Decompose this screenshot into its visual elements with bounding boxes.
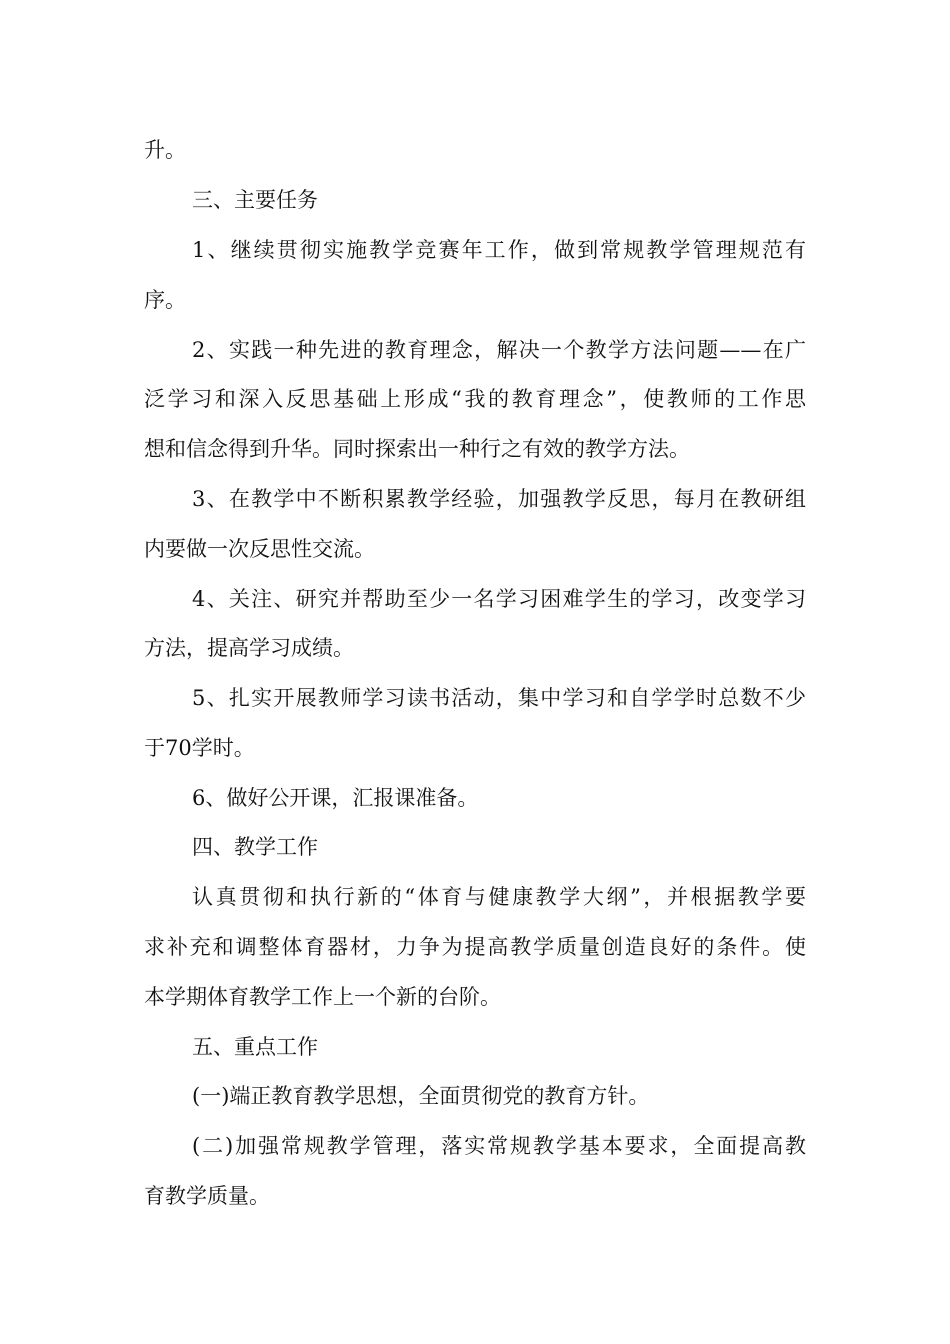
text-line: (一)端正教育教学思想，全面贯彻党的教育方针。: [192, 1084, 650, 1108]
section-heading: 三、主要任务: [192, 188, 318, 212]
section-heading: 四、教学工作: [192, 835, 318, 859]
text-line: 3、在教学中不断积累教学经验，加强教学反思，每月在教研组: [192, 487, 806, 511]
text-line: 6、做好公开课，汇报课准备。: [192, 786, 479, 810]
section-heading: 五、重点工作: [192, 1035, 318, 1059]
text-line: 1、继续贯彻实施教学竞赛年工作，做到常规教学管理规范有: [192, 238, 806, 262]
text-line: 想和信念得到升华。同时探索出一种行之有效的教学方法。: [144, 437, 690, 461]
text-line: 于70学时。: [144, 736, 255, 760]
text-line: 序。: [144, 288, 186, 312]
text-line: 升。: [144, 138, 186, 162]
text-line: 5、扎实开展教师学习读书活动，集中学习和自学学时总数不少: [192, 686, 806, 710]
text-line: 求补充和调整体育器材，力争为提高教学质量创造良好的条件。使: [144, 935, 806, 959]
text-line: 方法，提高学习成绩。: [144, 636, 354, 660]
text-line: (二)加强常规教学管理，落实常规教学基本要求，全面提高教: [192, 1134, 806, 1158]
text-line: 内要做一次反思性交流。: [144, 537, 375, 561]
text-line: 育教学质量。: [144, 1184, 270, 1208]
text-line: 2、实践一种先进的教育理念，解决一个教学方法问题——在广: [192, 338, 806, 362]
text-line: 泛学习和深入反思基础上形成“我的教育理念”，使教师的工作思: [144, 387, 806, 411]
text-line: 4、关注、研究并帮助至少一名学习困难学生的学习，改变学习: [192, 587, 806, 611]
text-line: 本学期体育教学工作上一个新的台阶。: [144, 985, 501, 1009]
text-line: 认真贯彻和执行新的“体育与健康教学大纲”，并根据教学要: [192, 885, 806, 909]
